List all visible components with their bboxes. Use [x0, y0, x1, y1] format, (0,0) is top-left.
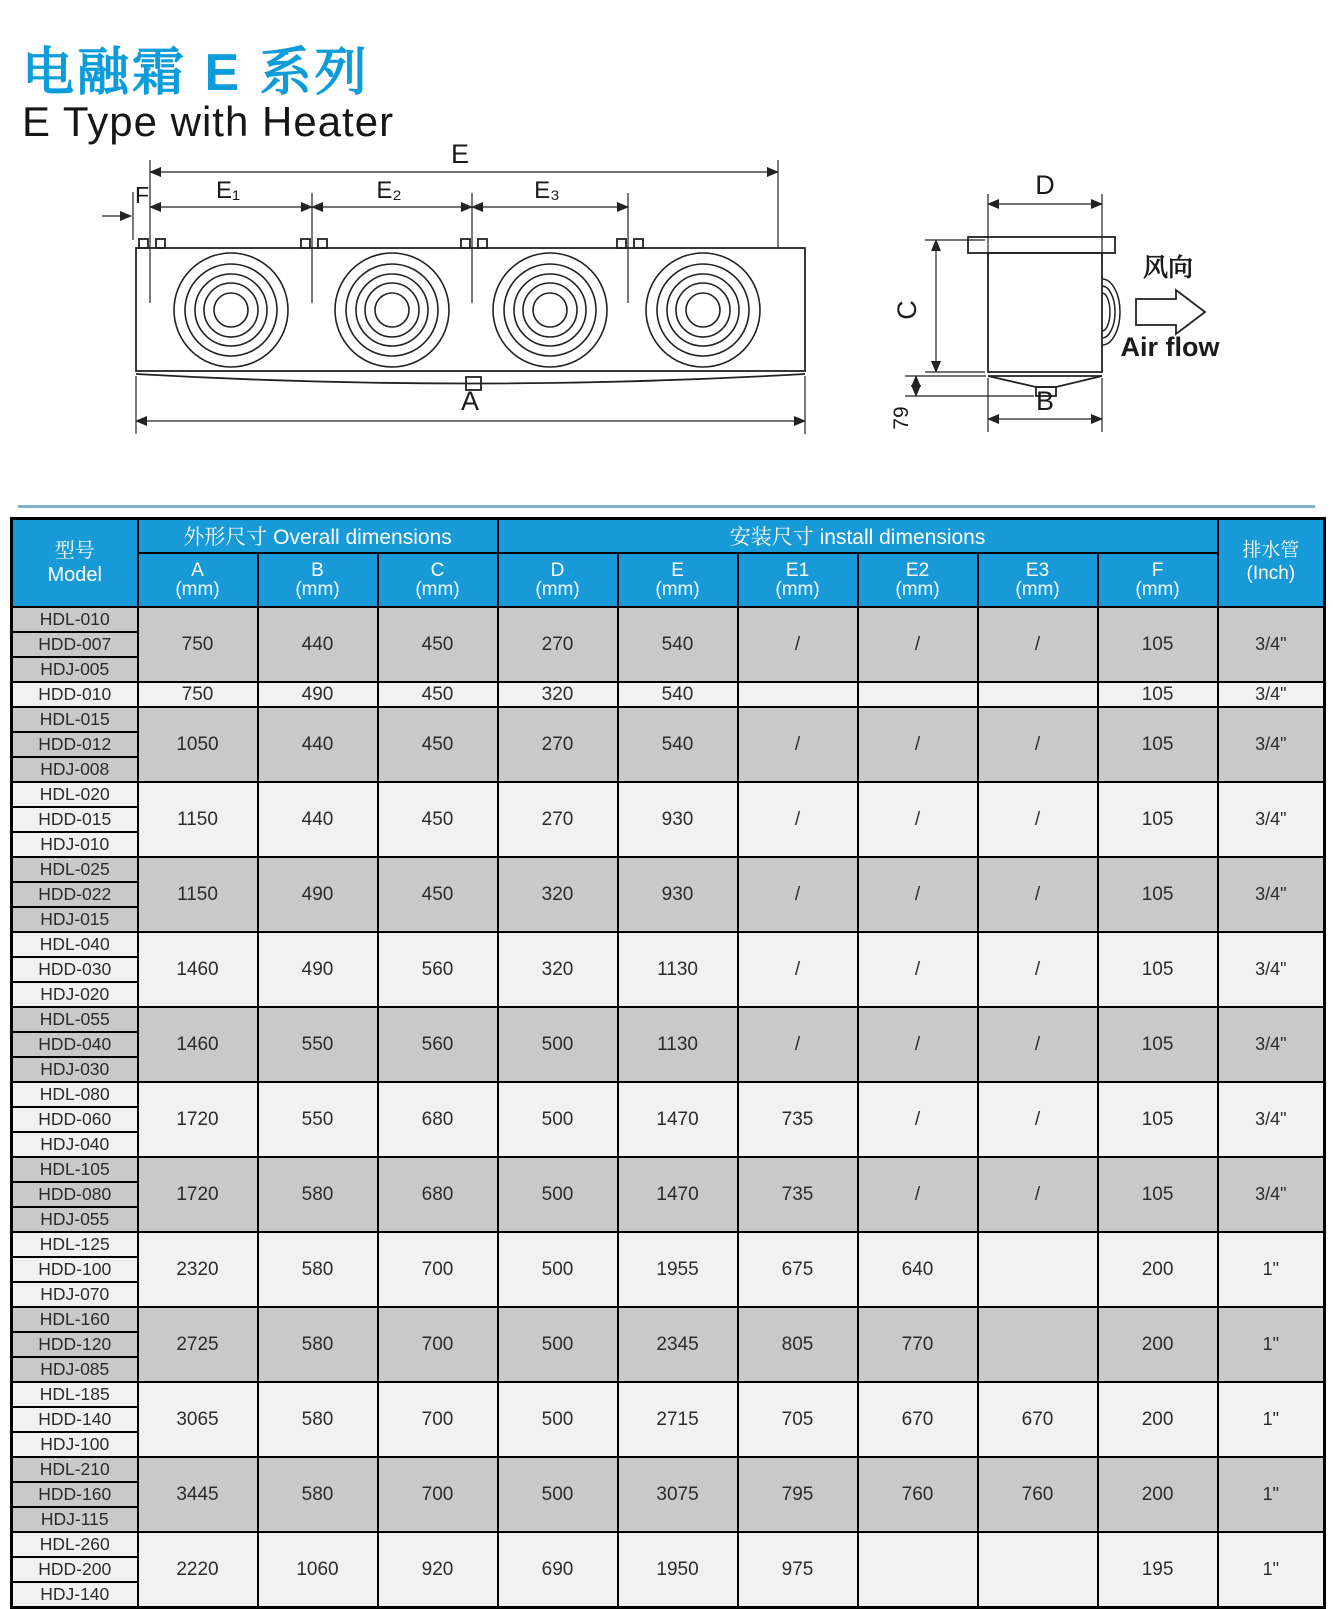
drain-value-cell: 3/4" — [1218, 607, 1325, 682]
dim-value-cell: 1955 — [618, 1232, 738, 1307]
dim-value-cell: 270 — [498, 707, 618, 782]
model-cell: HDJ-005 — [12, 657, 138, 682]
dim-value-cell: / — [738, 607, 858, 682]
dim-value-cell: 580 — [258, 1232, 378, 1307]
dim-value-cell: / — [978, 1007, 1098, 1082]
dim-value-cell: 3075 — [618, 1457, 738, 1532]
dim-value-cell: 700 — [378, 1382, 498, 1457]
dim-value-cell: 680 — [378, 1082, 498, 1157]
model-cell: HDL-055 — [12, 1007, 138, 1032]
model-cell: HDL-040 — [12, 932, 138, 957]
dim-value-cell: 750 — [138, 607, 258, 682]
dim-value-cell: 320 — [498, 682, 618, 707]
dim-value-cell: / — [858, 607, 978, 682]
side-body-outline — [988, 253, 1102, 372]
dim-value-cell: / — [858, 782, 978, 857]
col-header-unit: (mm) — [175, 579, 220, 600]
col-header-e2 — [858, 553, 978, 607]
dim-value-cell: / — [978, 782, 1098, 857]
model-header-en: Model — [47, 564, 102, 586]
dim-value-cell: 1050 — [138, 707, 258, 782]
model-cell: HDL-105 — [12, 1157, 138, 1182]
dim-value-cell: 2345 — [618, 1307, 738, 1382]
model-cell: HDL-210 — [12, 1457, 138, 1482]
dim-value-cell: 690 — [498, 1532, 618, 1608]
dim-value-cell: 735 — [738, 1082, 858, 1157]
dim-value-cell: 440 — [258, 707, 378, 782]
col-header-unit: (mm) — [775, 579, 820, 600]
col-header-letter: E3 — [1025, 559, 1050, 581]
dim-value-cell: 920 — [378, 1532, 498, 1608]
dim-value-cell: 450 — [378, 682, 498, 707]
col-header-unit: (mm) — [895, 579, 940, 600]
model-cell: HDL-185 — [12, 1382, 138, 1407]
dim-value-cell — [858, 1532, 978, 1608]
dim-value-cell: / — [738, 1007, 858, 1082]
dim-value-cell: 200 — [1098, 1307, 1218, 1382]
model-cell: HDD-140 — [12, 1407, 138, 1432]
col-header-letter: E — [671, 559, 684, 581]
drain-value-cell: 1" — [1218, 1457, 1325, 1532]
dim-value-cell: 1950 — [618, 1532, 738, 1608]
dim-value-cell: 1470 — [618, 1157, 738, 1232]
dim-value-cell: / — [978, 1157, 1098, 1232]
dim-value-cell — [978, 1532, 1098, 1608]
col-header-letter: F — [1151, 559, 1164, 581]
dim-value-cell: 580 — [258, 1157, 378, 1232]
drain-value-cell: 3/4" — [1218, 782, 1325, 857]
dim-value-cell — [978, 682, 1098, 707]
dim-value-cell: 2725 — [138, 1307, 258, 1382]
front-body-outline — [136, 248, 805, 371]
dim-value-cell: 540 — [618, 707, 738, 782]
col-header-letter: A — [191, 559, 204, 581]
drain-value-cell: 1" — [1218, 1232, 1325, 1307]
dim-value-cell: 105 — [1098, 932, 1218, 1007]
sub-header-row — [12, 553, 1325, 607]
side-flange — [968, 237, 1115, 253]
dim-value-cell: 440 — [258, 607, 378, 682]
table-row — [12, 782, 1325, 807]
page-title-english: E Type with Heater — [22, 98, 395, 145]
model-cell: HDL-125 — [12, 1232, 138, 1257]
dim-value-cell: 450 — [378, 857, 498, 932]
col-header-e3 — [978, 553, 1098, 607]
model-cell: HDJ-008 — [12, 757, 138, 782]
dim-value-cell: 705 — [738, 1382, 858, 1457]
table-row — [12, 1157, 1325, 1182]
dim-value-cell: 700 — [378, 1457, 498, 1532]
dim-value-cell: / — [858, 707, 978, 782]
dim-value-cell: 500 — [498, 1457, 618, 1532]
dim-value-cell: 105 — [1098, 782, 1218, 857]
side-fan-grille — [1102, 279, 1120, 345]
table-row — [12, 932, 1325, 957]
drain-pipe-header — [1218, 519, 1325, 608]
model-column-header — [12, 519, 138, 608]
table-row — [12, 857, 1325, 882]
dim-value-cell: / — [978, 607, 1098, 682]
dim-value-cell: 750 — [138, 682, 258, 707]
dim-value-cell: 105 — [1098, 1007, 1218, 1082]
table-row — [12, 1232, 1325, 1257]
model-cell: HDJ-055 — [12, 1207, 138, 1232]
model-cell: HDD-080 — [12, 1182, 138, 1207]
dim-value-cell: 700 — [378, 1232, 498, 1307]
table-row — [12, 1457, 1325, 1482]
side-view-dimensions — [905, 194, 1102, 432]
dim-value-cell — [738, 682, 858, 707]
install-dimensions-header: 安装尺寸 install dimensions — [498, 519, 1218, 554]
drain-value-cell: 3/4" — [1218, 707, 1325, 782]
dim-label-a: A — [460, 386, 480, 416]
dim-value-cell: 490 — [258, 682, 378, 707]
dim-value-cell: 200 — [1098, 1382, 1218, 1457]
dim-value-cell: 500 — [498, 1157, 618, 1232]
col-header-unit: (mm) — [415, 579, 460, 600]
col-header-unit: (mm) — [1015, 579, 1060, 600]
dim-value-cell: 1150 — [138, 857, 258, 932]
model-cell: HDD-022 — [12, 882, 138, 907]
dim-value-cell: 490 — [258, 857, 378, 932]
dim-label-e3: E₃ — [534, 177, 560, 204]
dim-value-cell: 805 — [738, 1307, 858, 1382]
dim-value-cell: 2320 — [138, 1232, 258, 1307]
model-cell: HDJ-030 — [12, 1057, 138, 1082]
dim-value-cell: 670 — [858, 1382, 978, 1457]
col-header-e1 — [738, 553, 858, 607]
col-header-a — [138, 553, 258, 607]
drain-value-cell: 3/4" — [1218, 682, 1325, 707]
fan-circles — [174, 253, 760, 367]
dim-value-cell: 670 — [978, 1382, 1098, 1457]
dim-value-cell — [978, 1232, 1098, 1307]
drain-value-cell: 1" — [1218, 1307, 1325, 1382]
dim-value-cell: 2715 — [618, 1382, 738, 1457]
table-row — [12, 607, 1325, 632]
model-cell: HDD-200 — [12, 1557, 138, 1582]
dim-value-cell: 3065 — [138, 1382, 258, 1457]
drain-value-cell: 1" — [1218, 1382, 1325, 1457]
table-row — [12, 1007, 1325, 1032]
dim-value-cell: / — [738, 857, 858, 932]
dim-value-cell: 550 — [258, 1082, 378, 1157]
dim-value-cell: / — [978, 932, 1098, 1007]
dim-value-cell — [978, 1307, 1098, 1382]
drain-value-cell: 1" — [1218, 1532, 1325, 1608]
dim-value-cell: 760 — [978, 1457, 1098, 1532]
model-cell: HDD-015 — [12, 807, 138, 832]
dim-value-cell: 490 — [258, 932, 378, 1007]
dim-label-e: E — [450, 139, 470, 169]
col-header-unit: (mm) — [1135, 579, 1180, 600]
dim-value-cell: 975 — [738, 1532, 858, 1608]
airflow-label-en: Air flow — [1120, 332, 1220, 362]
dim-label-e1: E₁ — [215, 177, 241, 204]
table-row — [12, 1307, 1325, 1332]
dim-value-cell: 640 — [858, 1232, 978, 1307]
dim-value-cell: / — [738, 932, 858, 1007]
dim-value-cell: 500 — [498, 1232, 618, 1307]
dim-value-cell: 1460 — [138, 932, 258, 1007]
dim-value-cell: / — [978, 707, 1098, 782]
col-header-f — [1098, 553, 1218, 607]
col-header-letter: E2 — [905, 559, 930, 581]
drain-header-unit: (Inch) — [1246, 563, 1296, 584]
drain-value-cell: 3/4" — [1218, 857, 1325, 932]
table-top-rule — [18, 505, 1315, 508]
dim-value-cell: 1460 — [138, 1007, 258, 1082]
dim-value-cell: 200 — [1098, 1232, 1218, 1307]
col-header-letter: D — [550, 559, 565, 581]
dim-value-cell — [858, 682, 978, 707]
table-row — [12, 1382, 1325, 1407]
col-header-e — [618, 553, 738, 607]
model-cell: HDD-060 — [12, 1107, 138, 1132]
dim-value-cell: 500 — [498, 1382, 618, 1457]
dim-value-cell: / — [738, 782, 858, 857]
dim-value-cell: 1130 — [618, 1007, 738, 1082]
model-cell: HDJ-115 — [12, 1507, 138, 1532]
overall-dimensions-header: 外形尺寸 Overall dimensions — [138, 519, 498, 554]
dim-value-cell: 1470 — [618, 1082, 738, 1157]
dim-value-cell: 270 — [498, 782, 618, 857]
dim-value-cell: 675 — [738, 1232, 858, 1307]
dim-value-cell: 270 — [498, 607, 618, 682]
dim-value-cell: 580 — [258, 1307, 378, 1382]
dim-value-cell: / — [978, 857, 1098, 932]
col-header-letter: E1 — [785, 559, 810, 581]
col-header-d — [498, 553, 618, 607]
col-header-b — [258, 553, 378, 607]
dim-value-cell: 680 — [378, 1157, 498, 1232]
model-cell: HDL-160 — [12, 1307, 138, 1332]
model-cell: HDJ-020 — [12, 982, 138, 1007]
table-row — [12, 1082, 1325, 1107]
dim-value-cell: / — [858, 932, 978, 1007]
dim-value-cell: 320 — [498, 932, 618, 1007]
drain-value-cell: 3/4" — [1218, 1082, 1325, 1157]
dim-label-e2: E₂ — [376, 177, 402, 204]
model-cell: HDJ-040 — [12, 1132, 138, 1157]
table-body — [12, 607, 1325, 1608]
model-cell: HDD-012 — [12, 732, 138, 757]
dim-value-cell: 795 — [738, 1457, 858, 1532]
dim-value-cell: / — [858, 1157, 978, 1232]
technical-drawing — [0, 0, 1333, 470]
dim-value-cell: 500 — [498, 1007, 618, 1082]
dim-value-cell: 760 — [858, 1457, 978, 1532]
model-cell: HDD-007 — [12, 632, 138, 657]
dim-label-79: 79 — [890, 406, 913, 430]
model-cell: HDL-080 — [12, 1082, 138, 1107]
dim-value-cell: / — [738, 707, 858, 782]
dim-value-cell: 105 — [1098, 682, 1218, 707]
dim-value-cell: / — [858, 1082, 978, 1157]
col-header-letter: C — [430, 559, 445, 581]
model-cell: HDD-010 — [12, 682, 138, 707]
dim-value-cell: 105 — [1098, 607, 1218, 682]
dim-value-cell: 105 — [1098, 857, 1218, 932]
dim-value-cell: 700 — [378, 1307, 498, 1382]
model-cell: HDL-010 — [12, 607, 138, 632]
dim-label-c: C — [892, 300, 922, 320]
model-header-zh: 型号 — [54, 540, 95, 562]
dim-value-cell: 2220 — [138, 1532, 258, 1608]
dim-value-cell: 1060 — [258, 1532, 378, 1608]
model-cell: HDL-015 — [12, 707, 138, 732]
dim-value-cell: 560 — [378, 932, 498, 1007]
dim-value-cell: 440 — [258, 782, 378, 857]
model-cell: HDD-100 — [12, 1257, 138, 1282]
dim-value-cell: 1150 — [138, 782, 258, 857]
model-cell: HDJ-100 — [12, 1432, 138, 1457]
col-header-c — [378, 553, 498, 607]
page-title-chinese: 电融霜 E 系列 — [22, 44, 370, 102]
dim-value-cell: 450 — [378, 707, 498, 782]
model-cell: HDD-160 — [12, 1482, 138, 1507]
dim-value-cell: 450 — [378, 607, 498, 682]
drain-value-cell: 3/4" — [1218, 932, 1325, 1007]
dim-label-d: D — [1035, 170, 1055, 200]
dim-value-cell: 105 — [1098, 1082, 1218, 1157]
table-row — [12, 707, 1325, 732]
front-view-drawing — [136, 239, 805, 390]
dim-value-cell: 200 — [1098, 1457, 1218, 1532]
wind-direction-label-zh: 风向 — [1142, 254, 1194, 282]
dim-value-cell: 580 — [258, 1457, 378, 1532]
model-cell: HDL-260 — [12, 1532, 138, 1557]
dim-value-cell: 105 — [1098, 707, 1218, 782]
dim-value-cell: 500 — [498, 1082, 618, 1157]
drain-header-zh: 排水管 — [1242, 540, 1300, 562]
col-header-unit: (mm) — [295, 579, 340, 600]
model-cell: HDD-120 — [12, 1332, 138, 1357]
col-header-unit: (mm) — [655, 579, 700, 600]
dim-value-cell: 550 — [258, 1007, 378, 1082]
dim-value-cell: 500 — [498, 1307, 618, 1382]
col-header-unit: (mm) — [535, 579, 580, 600]
dim-value-cell: 930 — [618, 782, 738, 857]
dim-value-cell: 560 — [378, 1007, 498, 1082]
model-cell: HDJ-070 — [12, 1282, 138, 1307]
dim-value-cell: 735 — [738, 1157, 858, 1232]
model-cell: HDJ-010 — [12, 832, 138, 857]
drain-value-cell: 3/4" — [1218, 1157, 1325, 1232]
model-cell: HDJ-085 — [12, 1357, 138, 1382]
model-cell: HDD-040 — [12, 1032, 138, 1057]
dim-value-cell: 540 — [618, 607, 738, 682]
drain-value-cell: 3/4" — [1218, 1007, 1325, 1082]
dim-value-cell: 770 — [858, 1307, 978, 1382]
model-cell: HDJ-140 — [12, 1582, 138, 1608]
model-cell: HDL-020 — [12, 782, 138, 807]
dim-value-cell: / — [978, 1082, 1098, 1157]
dim-label-f: F — [134, 182, 150, 208]
dim-value-cell: / — [858, 857, 978, 932]
dim-value-cell: 930 — [618, 857, 738, 932]
front-bottom-arc — [136, 374, 805, 384]
dim-value-cell: 1720 — [138, 1082, 258, 1157]
dim-value-cell: 195 — [1098, 1532, 1218, 1608]
dim-value-cell: 1130 — [618, 932, 738, 1007]
dim-value-cell: 580 — [258, 1382, 378, 1457]
dim-label-b: B — [1035, 386, 1055, 416]
dim-value-cell: 540 — [618, 682, 738, 707]
dimensions-table — [10, 517, 1326, 1609]
dim-value-cell: 105 — [1098, 1157, 1218, 1232]
table-row — [12, 682, 1325, 707]
dim-value-cell: 320 — [498, 857, 618, 932]
model-cell: HDD-030 — [12, 957, 138, 982]
airflow-arrow-icon — [1136, 290, 1205, 334]
dim-value-cell: 1720 — [138, 1157, 258, 1232]
table-row — [12, 1532, 1325, 1557]
model-cell: HDJ-015 — [12, 907, 138, 932]
model-cell: HDL-025 — [12, 857, 138, 882]
dim-value-cell: 450 — [378, 782, 498, 857]
dim-value-cell: / — [858, 1007, 978, 1082]
col-header-letter: B — [311, 559, 324, 581]
mounting-tabs — [139, 239, 643, 248]
dim-value-cell: 3445 — [138, 1457, 258, 1532]
